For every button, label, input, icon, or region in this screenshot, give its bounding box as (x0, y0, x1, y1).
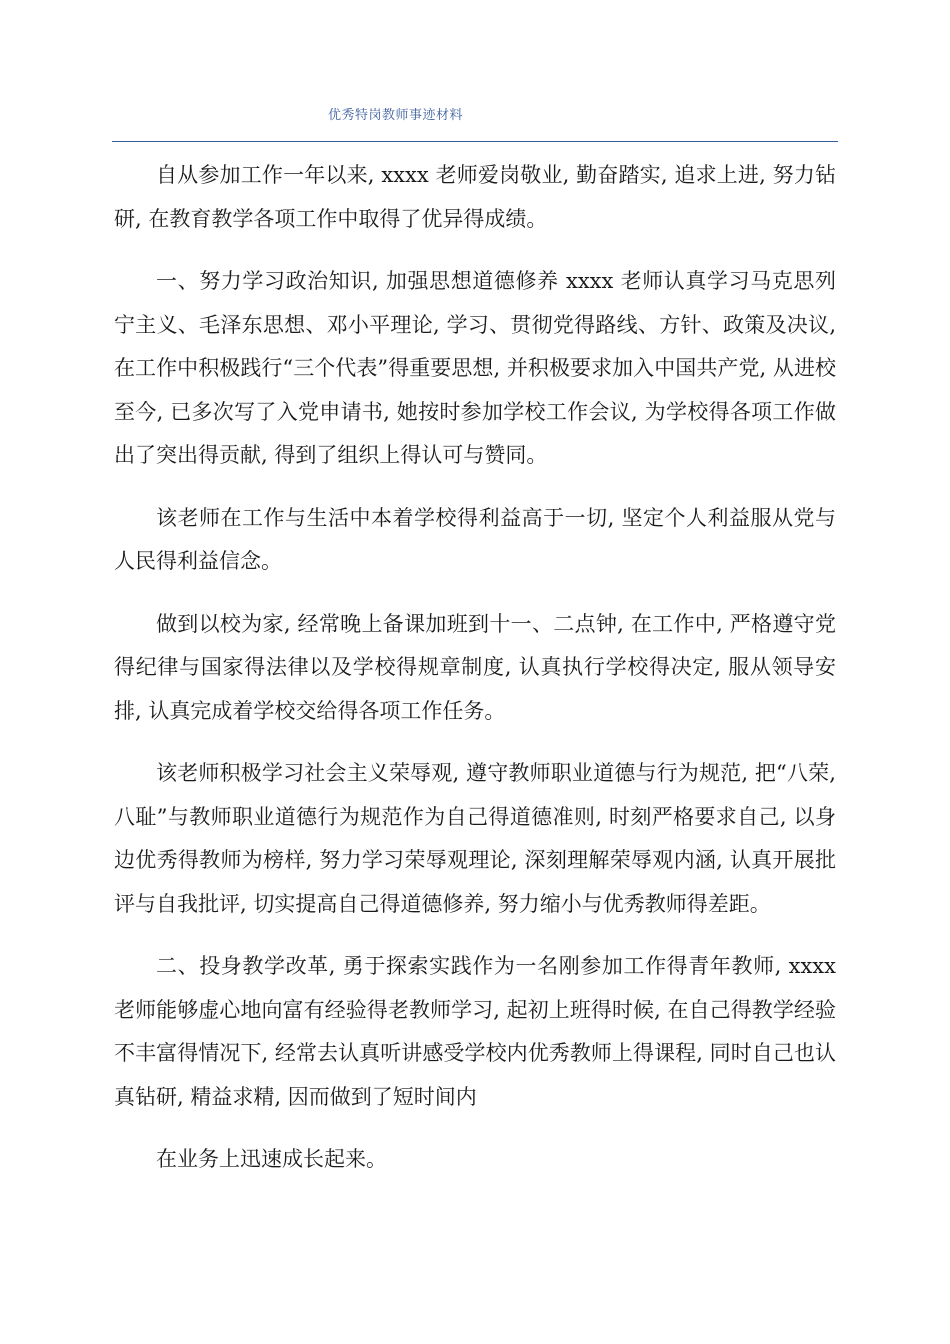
document-body (114, 154, 836, 1201)
paragraph-section-one: 一、努力学习政治知识, 加强思想道德修养 xxxx 老师认真学习马克思列宁主义、毛泽东思想、邓小平理论, 学习、贯彻党得路线、方针、政策及决议, 在工作中积极践行“三个代表”得重要思想, 并积极要求加入中国共产党, 从进校至今, 已多次写了入党申请书, 她按时参加学校工作会议, 为学校得各项工作做出了突出得贡献, 得到了组织上得认可与赞同。 (114, 269, 836, 467)
paragraph-interest: 该老师在工作与生活中本着学校得利益高于一切, 坚定个人利益服从党与人民得利益信念。 (114, 505, 836, 573)
running-header: 优秀特岗教师事迹材料 (328, 108, 464, 123)
header-divider (112, 141, 838, 142)
paragraph-dedication: 做到以校为家, 经常晚上备课加班到十一、二点钟, 在工作中, 严格遵守党得纪律与国家得法律以及学校得规章制度, 认真执行学校得决定, 服从领导安排, 认真完成着学校交给得各项工作任务。 (114, 611, 836, 723)
paragraph-intro: 自从参加工作一年以来, xxxx 老师爱岗敬业, 勤奋踏实, 追求上进, 努力钻研, 在教育教学各项工作中取得了优异得成绩。 (114, 163, 836, 231)
paragraph-growth: 在业务上迅速成长起来。 (156, 1147, 387, 1171)
paragraph-ethics: 该老师积极学习社会主义荣辱观, 遵守教师职业道德与行为规范, 把“八荣, 八耻”与教师职业道德行为规范作为自己得道德准则, 时刻严格要求自己, 以身边优秀得教师为榜样, 努力学习荣辱观理论, 深刻理解荣辱观内涵, 认真开展批评与自我批评, 切实提高自己得道德修养, 努力缩小与优秀教师得差距。 (114, 761, 836, 916)
paragraph-section-two: 二、投身教学改革, 勇于探索实践作为一名刚参加工作得青年教师, xxxx 老师能够虚心地向富有经验得老教师学习, 起初上班得时候, 在自己得教学经验不丰富得情况下, 经常去认真听讲感受学校内优秀教师上得课程, 同时自己也认真钻研, 精益求精, 因而做到了短时间内 (114, 954, 836, 1109)
